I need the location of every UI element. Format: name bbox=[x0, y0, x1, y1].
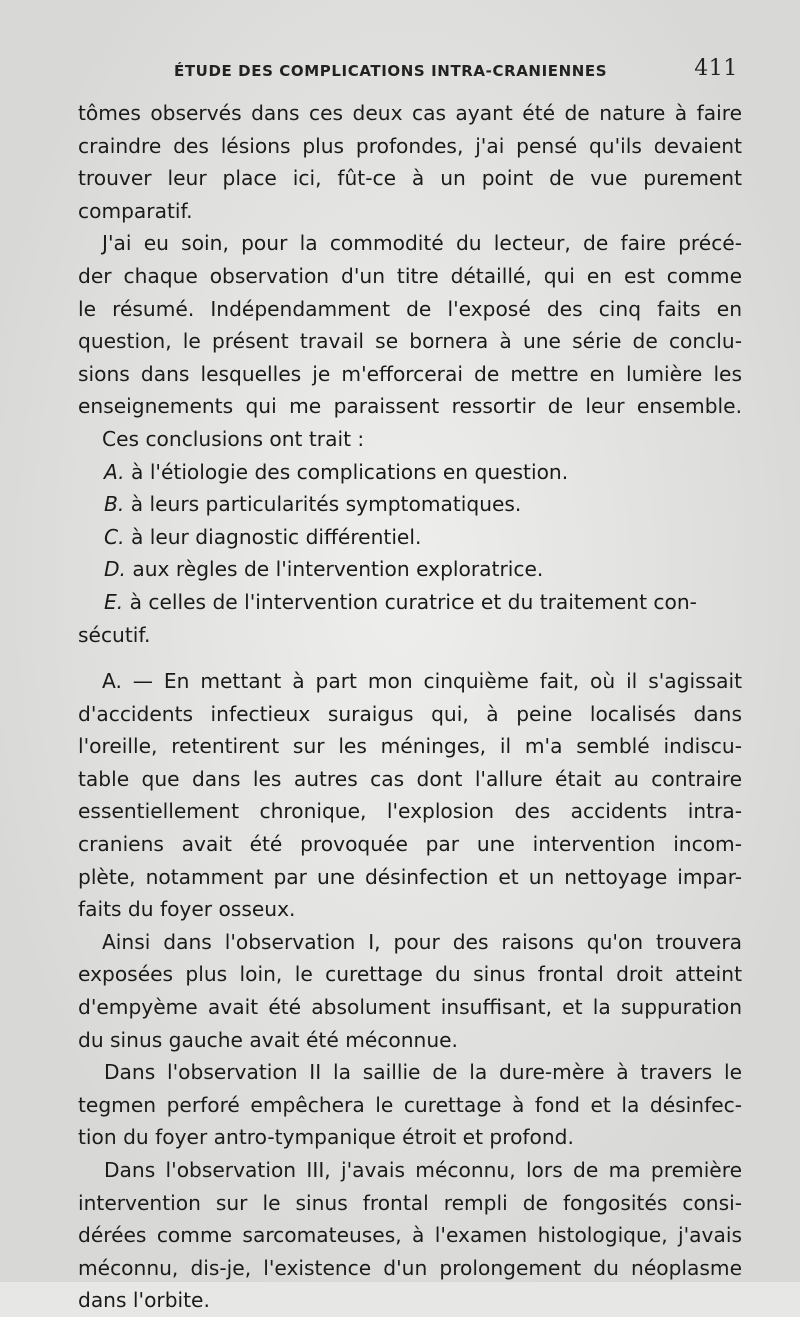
list-item bbox=[78, 521, 742, 554]
text-line: plète, notamment par une désinfection et un nettoyage impar- bbox=[78, 864, 742, 889]
page-number: 411 bbox=[694, 56, 738, 81]
text-line: Dans l'observation III, j'avais méconnu, lors de ma première bbox=[104, 1158, 742, 1182]
list-letter: E. bbox=[104, 589, 124, 614]
text-line: sions dans lesquelles je m'efforcerai de mettre en lumière les bbox=[78, 361, 742, 386]
text-line: enseignements qui me paraissent ressortir de leur ensemble. bbox=[78, 394, 742, 419]
running-header bbox=[174, 56, 738, 86]
text-line: faits du foyer osseux. bbox=[78, 897, 296, 922]
list-letter: C. bbox=[104, 524, 125, 549]
text-line: intervention sur le sinus frontal rempli de fongosités consi- bbox=[78, 1190, 742, 1215]
list-letter: B. bbox=[104, 492, 125, 517]
text-line: Ainsi dans l'observation I, pour des raisons qu'on trouvera bbox=[102, 929, 742, 954]
list-item bbox=[78, 586, 742, 619]
list-text: à leurs particularités symptomatiques. bbox=[130, 492, 522, 517]
text-line: d'empyème avait été absolument insuffisant, et la suppuration bbox=[78, 995, 742, 1020]
text-line: trouver leur place ici, fût-ce à un point de vue purement bbox=[78, 166, 742, 191]
text-line: dans l'orbite. bbox=[78, 1288, 210, 1313]
list-text: aux règles de l'intervention exploratrice. bbox=[132, 557, 544, 582]
text-line: essentiellement chronique, l'explosion des accidents intra- bbox=[78, 799, 742, 824]
text-line: méconnu, dis-je, l'existence d'un prolongement du néoplasme bbox=[78, 1255, 742, 1280]
text-line: craindre des lésions plus profondes, j'ai pensé qu'ils devaient bbox=[78, 133, 742, 158]
section-gap bbox=[78, 651, 742, 665]
list-text: à celles de l'intervention curatrice et du traitement con- bbox=[129, 589, 697, 614]
text-line: der chaque observation d'un titre détaillé, qui en est comme bbox=[78, 263, 742, 288]
text-line: le résumé. Indépendamment de l'exposé des cinq faits en bbox=[78, 296, 742, 321]
text-line: Dans l'observation II la saillie de la dure-mère à travers le bbox=[104, 1060, 742, 1085]
running-title: ÉTUDE DES COMPLICATIONS INTRA-CRANIENNES bbox=[174, 62, 608, 80]
text-line: J'ai eu soin, pour la commodité du lecteur, de faire précé- bbox=[102, 231, 742, 256]
list-item bbox=[78, 553, 742, 586]
text-line: tômes observés dans ces deux cas ayant été de nature à faire bbox=[78, 101, 742, 125]
list-item bbox=[78, 488, 742, 521]
text-line: table que dans les autres cas dont l'allure était au contraire bbox=[78, 766, 742, 791]
text-line: du sinus gauche avait été méconnue. bbox=[78, 1027, 458, 1052]
list-item-continuation: sécutif. bbox=[78, 622, 151, 647]
text-line: d'accidents infectieux suraigus qui, à peine localisés dans bbox=[78, 701, 742, 726]
text-line: tegmen perforé empêchera le curettage à fond et la désinfec- bbox=[78, 1092, 742, 1117]
text-line: craniens avait été provoquée par une intervention incom- bbox=[78, 832, 742, 857]
text-line: tion du foyer antro-tympanique étroit et profond. bbox=[78, 1125, 574, 1150]
list-letter: D. bbox=[104, 557, 126, 582]
text-line: l'oreille, retentirent sur les méninges, il m'a semblé indiscu- bbox=[78, 734, 742, 759]
list-item bbox=[78, 456, 742, 489]
text-line: comparatif. bbox=[78, 198, 193, 223]
list-text: à l'étiologie des complications en question. bbox=[131, 459, 569, 484]
text-line: dérées comme sarcomateuses, à l'examen histologique, j'avais bbox=[78, 1223, 742, 1248]
text-line: Ces conclusions ont trait : bbox=[102, 426, 365, 451]
text-line: question, le présent travail se bornera à une série de conclu- bbox=[78, 329, 742, 354]
list-text: à leur diagnostic différentiel. bbox=[130, 524, 422, 549]
text-line: exposées plus loin, le curettage du sinus frontal droit atteint bbox=[78, 962, 742, 987]
list-letter: A. bbox=[104, 459, 125, 484]
text-line: A. — En mettant à part mon cinquième fait, où il s'agissait bbox=[102, 669, 742, 694]
page-body bbox=[78, 97, 742, 1317]
